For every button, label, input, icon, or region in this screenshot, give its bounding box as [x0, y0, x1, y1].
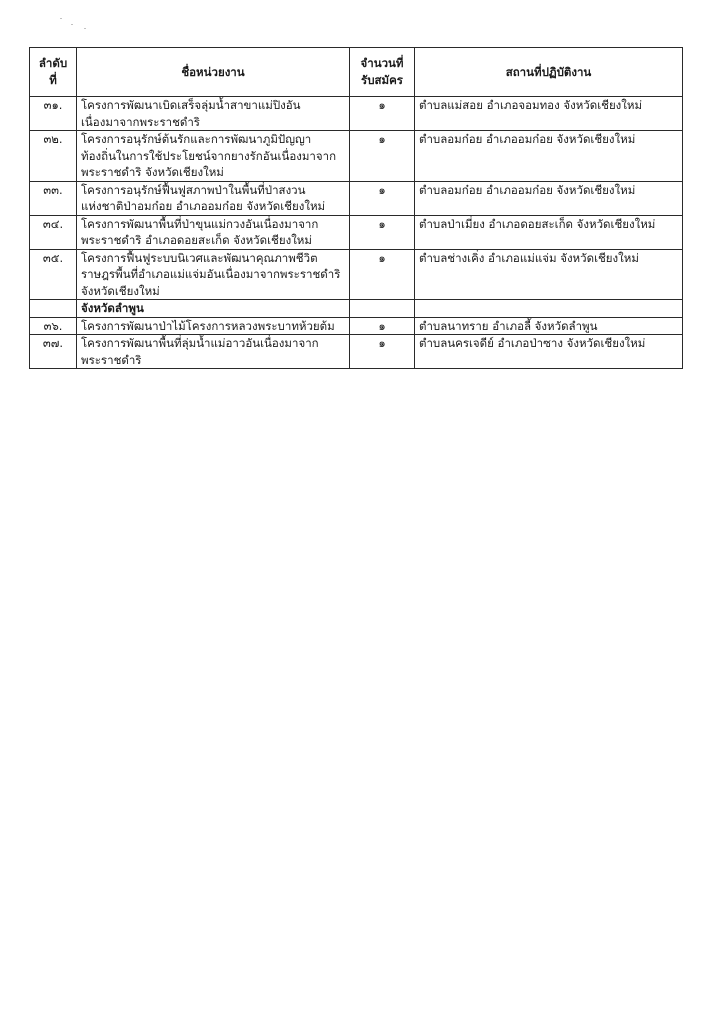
table-row	[30, 181, 683, 215]
location-cell	[415, 300, 683, 318]
table-body	[30, 97, 683, 369]
unit-name	[77, 317, 350, 335]
applicant-count: ๑	[350, 335, 415, 369]
row-number: ๓๕.	[30, 249, 77, 300]
applicant-count: ๑	[350, 249, 415, 300]
unit-name-line: แห่งชาติป่าอมก๋อย อำเภออมก๋อย จังหวัดเชียงใหม่	[81, 199, 326, 213]
unit-name-line: พระราชดำริ อำเภอดอยสะเก็ด จังหวัดเชียงใหม่	[81, 233, 312, 247]
unit-name-line: เนื่องมาจากพระราชดำริ	[81, 114, 200, 129]
unit-name-line: จังหวัดเชียงใหม่	[81, 283, 160, 298]
applicant-count: ๑	[350, 317, 415, 335]
row-number: ๓๑.	[30, 97, 77, 131]
unit-name-line: โครงการอนุรักษ์ฟื้นฟูสภาพป่าในพื้นที่ป่าสงวน	[81, 182, 306, 197]
table-row	[30, 317, 683, 335]
unit-name-line: โครงการฟื้นฟูระบบนิเวศและพัฒนาคุณภาพชีวิต	[81, 250, 318, 265]
table-row	[30, 97, 683, 131]
table-row	[30, 131, 683, 182]
unit-name-line: พระราชดำริ	[81, 352, 142, 367]
work-location: ตำบลอมก๋อย อำเภออมก๋อย จังหวัดเชียงใหม่	[415, 131, 683, 182]
recruitment-table	[29, 47, 683, 369]
unit-name	[77, 215, 350, 249]
row-number: ๓๗.	[30, 335, 77, 369]
unit-name	[77, 131, 350, 182]
scan-speck	[71, 24, 73, 25]
table-row	[30, 249, 683, 300]
work-location: ตำบลนาทราย อำเภอลี้ จังหวัดลำพูน	[415, 317, 683, 335]
unit-name-line: พระราชดำริ จังหวัดเชียงใหม่	[81, 165, 224, 179]
header-no: ลำดับ ที่	[30, 48, 77, 97]
province-row	[30, 300, 683, 318]
header-unit: ชื่อหน่วยงาน	[77, 48, 350, 97]
table-row	[30, 335, 683, 369]
table-header	[30, 48, 683, 97]
row-number-cell	[30, 300, 77, 318]
unit-name	[77, 97, 350, 131]
applicant-count: ๑	[350, 131, 415, 182]
work-location: ตำบลช่างเคิ่ง อำเภอแม่แจ่ม จังหวัดเชียงใหม่	[415, 249, 683, 300]
applicant-count: ๑	[350, 181, 415, 215]
row-number: ๓๓.	[30, 181, 77, 215]
header-count: จำนวนที่ รับสมัคร	[350, 48, 415, 97]
unit-name	[77, 249, 350, 300]
unit-name-line: โครงการพัฒนาป่าไม้โครงการหลวงพระบาทห้วยต้ม	[81, 318, 335, 333]
applicant-count: ๑	[350, 97, 415, 131]
work-location: ตำบลอมก๋อย อำเภออมก๋อย จังหวัดเชียงใหม่	[415, 181, 683, 215]
unit-name	[77, 335, 350, 369]
unit-name-line: โครงการพัฒนาพื้นที่ลุ่มน้ำแม่อาวอันเนื่องมาจาก	[81, 336, 319, 350]
applicant-count: ๑	[350, 215, 415, 249]
unit-name-line: โครงการพัฒนาพื้นที่ป่าขุนแม่กวงอันเนื่องมาจาก	[81, 216, 319, 231]
unit-name-line: โครงการอนุรักษ์ต้นรักและการพัฒนาภูมิปัญญา	[81, 132, 312, 146]
unit-name-line: ท้องถิ่นในการใช้ประโยชน์จากยางรักอันเนื่องมาจาก	[81, 148, 337, 163]
work-location: ตำบลป่าเมี่ยง อำเภอดอยสะเก็ด จังหวัดเชียงใหม่	[415, 215, 683, 249]
work-location: ตำบลแม่สอย อำเภอจอมทอง จังหวัดเชียงใหม่	[415, 97, 683, 131]
row-number: ๓๖.	[30, 317, 77, 335]
scan-speck	[60, 18, 62, 19]
scan-speck	[84, 28, 86, 29]
row-number: ๓๒.	[30, 131, 77, 182]
row-number: ๓๔.	[30, 215, 77, 249]
table-row	[30, 215, 683, 249]
unit-name	[77, 181, 350, 215]
unit-name-line: ราษฎรพื้นที่อำเภอแม่แจ่มอันเนื่องมาจากพระราชดำริ	[81, 267, 341, 281]
province-label: จังหวัดลำพูน	[77, 300, 350, 318]
unit-name-line: โครงการพัฒนาเบิดเสร็จลุ่มน้ำสาขาแม่ปิงอัน	[81, 98, 301, 112]
count-cell	[350, 300, 415, 318]
work-location: ตำบลนครเจดีย์ อำเภอป่าซาง จังหวัดเชียงใหม่	[415, 335, 683, 369]
header-location: สถานที่ปฏิบัติงาน	[415, 48, 683, 97]
